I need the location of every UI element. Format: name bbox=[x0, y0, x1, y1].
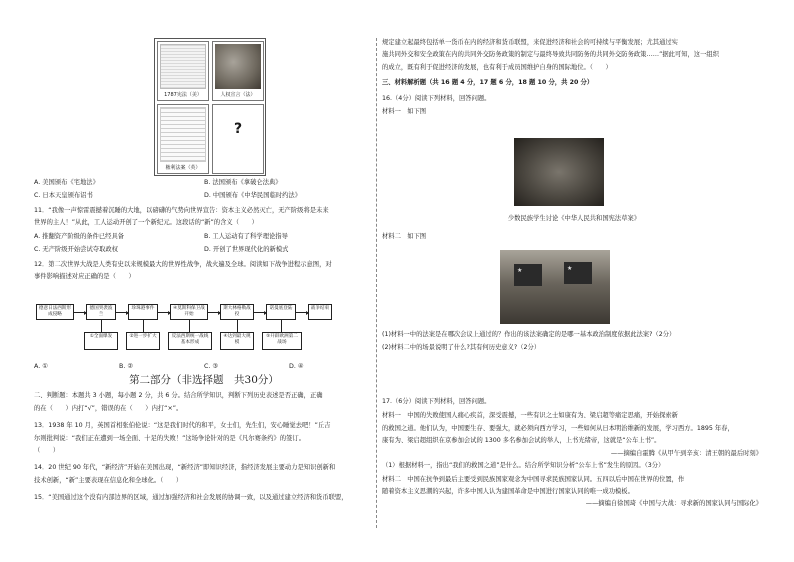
flag-icon: ★ bbox=[564, 262, 592, 284]
right-column bbox=[382, 38, 762, 508]
q15-continued-line: 的成立，既有利于促进经济的发展，也有利于成员国维护自身的国际地位。（ ） bbox=[382, 63, 612, 71]
grid-caption: 1787宪法（美） bbox=[164, 92, 202, 98]
option-d: D. 开创了世界现代化的新模式 bbox=[204, 246, 289, 254]
grid-caption: 権利法案（英） bbox=[165, 165, 201, 171]
instructions-line: 二、判断题：本题共 3 小题，每小题 2 分，共 6 分。结合所学知识，判断下列历史表述是否正确，正确 bbox=[34, 392, 323, 400]
flow-connector bbox=[189, 320, 190, 332]
flow-result: ①全面爆发 bbox=[84, 332, 118, 350]
q11-line: 世界的主人！”从此，工人运动开创了一个新纪元。这段话的“新”的含义（ ） bbox=[34, 219, 258, 227]
flow-connector bbox=[143, 320, 144, 332]
document-image-grid bbox=[154, 38, 266, 176]
students-discussion-photo bbox=[514, 138, 604, 206]
q15-continued-line: 规定建立起最终包括单一货币在内的经济和货币联盟，来促进经济和社会的可持续与平衡发展；尤其通过实 bbox=[382, 39, 678, 46]
q16-heading: 16.（4分）阅读下列材料，回答问题。 bbox=[382, 94, 491, 102]
column-divider bbox=[376, 38, 377, 528]
declaration-image bbox=[215, 44, 261, 89]
flow-result: ④达到最大规模 bbox=[220, 332, 254, 350]
q14-line: 技术创新，“新”主要表现在信息化和全球化。（ ） bbox=[34, 476, 183, 484]
option-b: B. ② bbox=[119, 363, 133, 370]
q17-material-2-line: 随着资本主义思潮的兴起，许多中国人认为建国革命是中国进行国家认同的唯一成功模板。 bbox=[382, 487, 634, 495]
part2-title: 第二部分（非选择题 共30分） bbox=[129, 374, 279, 387]
grid-caption: 人权宣言（法） bbox=[220, 92, 256, 98]
question-mark: ? bbox=[233, 121, 243, 137]
constitution-image bbox=[160, 44, 206, 89]
q15-continued-line: 施共同外交和安全政策在内的共同外交防务政策的制定与最终导致共同防务的共同外交防务政策……”据此可知，这一组织 bbox=[382, 51, 719, 59]
flow-arrow bbox=[254, 312, 266, 313]
q13-line: （ ） bbox=[34, 446, 60, 454]
flow-box: 珍珠港事件 bbox=[128, 304, 158, 320]
grid-cell-bill-of-rights bbox=[157, 104, 209, 174]
flow-arrow bbox=[74, 312, 86, 313]
option-c: C. 无产阶级开始尝试夺取政权 bbox=[34, 246, 118, 254]
flow-box: 诺曼底登陆 bbox=[266, 304, 296, 320]
q17-material-2-line: 材料二 中国在抗争到最后主要受到民族国家观念为中国寻求民族国家认同。五四以后中国在世界的位置，作 bbox=[382, 475, 685, 483]
flow-arrow bbox=[208, 312, 220, 313]
bill-image bbox=[160, 107, 206, 162]
option-c: C. ③ bbox=[204, 363, 219, 370]
material-1-label: 材料一 如下图 bbox=[382, 108, 427, 116]
photo-caption: 少数民族学生讨论《中华人民共和国宪法草案》 bbox=[507, 215, 641, 222]
flow-box: 战争结束 bbox=[308, 304, 332, 320]
section-3-heading: 三、材料解析题（共 16 题 4 分，17 题 6 分，18 题 10 分，共 20 分） bbox=[382, 79, 594, 87]
flow-connector bbox=[101, 320, 102, 332]
q17-heading: 17.（6分）阅读下列材料，回答问题。 bbox=[382, 397, 491, 405]
q15-line: 15．“美国通过这个没有内部边界的区域，通过加强经济和社会发展的协调一致，以及通过建立经济和货币联盟， bbox=[34, 494, 348, 502]
grid-cell-declaration bbox=[212, 41, 264, 101]
flow-result: 反法西斯统一战线基本形成 bbox=[168, 332, 212, 350]
flow-box: 德国突袭波兰 bbox=[86, 304, 116, 320]
flow-result: ⑤开辟欧洲第二战场 bbox=[262, 332, 302, 350]
flow-box: 斯大林格勒战役 bbox=[220, 304, 254, 320]
flow-connector bbox=[237, 320, 238, 332]
instructions-line: 的在（ ）内打“√”，错误的在（ ）内打“×”。 bbox=[34, 404, 183, 412]
q17-material-1-line: 康有为、梁启超组织在京参加会试的 1300 多名参加会试的举人，上书光绪帝，这就是“公车上书”。 bbox=[382, 437, 661, 445]
option-b: B. 法国颁布《拿破仑法典》 bbox=[204, 179, 282, 186]
flags-photo bbox=[500, 250, 610, 324]
q11-line: 11．“我像一声惊雷震撼着沉睡的大地，以磅礴的气势向世界宣告：资本主义必然灭亡，无产阶级将是未来 bbox=[34, 206, 329, 214]
q17-sub1: （1）根据材料一，指出“我们的救国之道”是什么。结合所学知识分析“公车上书”发生的原因。（3分） bbox=[382, 462, 665, 470]
option-c: C. 日本天皇颁布诏书 bbox=[34, 192, 93, 200]
q14-line: 14．20 世纪 90 年代，“新经济”开始在美国出现，“新经济”即知识经济，指经济发展主要动力是知识创新和 bbox=[34, 464, 336, 472]
option-a: A. 推翻资产阶级的条件已经具备 bbox=[34, 232, 125, 240]
flow-box: 德意日法西斯形成侵略 bbox=[36, 304, 74, 320]
source-citation: ——摘编自霍腾《从甲午到辛亥：清王朝的最后时刻》 bbox=[610, 449, 762, 457]
grid-cell-us-constitution bbox=[157, 41, 209, 101]
flow-arrow bbox=[158, 312, 170, 313]
q12-line: 事件影响描述对应正确的是（ ） bbox=[34, 273, 135, 281]
material-2-label: 材料二 如下图 bbox=[382, 233, 427, 240]
q13-line: 尔则批判说：“我们正在遭到一场全面、十足的失败！”这场争论针对的是《凡尔赛条约》的签订。 bbox=[34, 434, 305, 442]
option-d: D. ④ bbox=[289, 363, 304, 370]
war-process-flowchart bbox=[34, 304, 374, 358]
q16-sub1: (1)材料一中的法案是在哪次会议上通过的？作出的该法案确定的是哪一基本政治制度依据此法案?（2分） bbox=[382, 331, 676, 338]
flow-connector bbox=[281, 320, 282, 332]
q16-sub2: (2)材料二中的场景说明了什么?其有何历史意义?（2分） bbox=[382, 344, 541, 352]
q12-line: 12．第二次世界大战是人类有史以来规模最大的世界性战争，战火遍及全球。阅读如下战争进程示意图，对 bbox=[34, 260, 332, 268]
option-b: B. 工人运动有了科学理论指导 bbox=[204, 232, 288, 240]
option-a: A. ① bbox=[34, 363, 48, 370]
flow-result: ②进一步扩大 bbox=[126, 332, 160, 350]
q17-material-1-line: 材料一 中国的失败使国人痛心疾首，深受震撼，一些有识之士如康有为、梁启超等痛定思痛，开始探索新 bbox=[382, 412, 678, 420]
flag-icon: ★ bbox=[514, 264, 542, 286]
flow-box: ④莫斯科保卫战开始 bbox=[170, 304, 208, 320]
source-citation: ——摘编自徐国琦《中国与大战：寻求新的国家认同与国际化》 bbox=[585, 500, 762, 508]
flow-arrow bbox=[116, 312, 128, 313]
flow-arrow bbox=[296, 312, 308, 313]
q13-line: 13．1938 年 10 月，英国首相张伯伦说：“这是我们时代的和平，女士们，先生们，安心睡觉去吧！”丘吉 bbox=[34, 422, 331, 430]
q17-material-1-line: 的救国之道。他们认为，中国要生存、要强大，就必须向西方学习，一些如何从日本明治维新的发展，学习西方。1895 年春， bbox=[382, 424, 734, 432]
option-d: D. 中国颁布《中华民国临时约法》 bbox=[204, 192, 302, 200]
option-a: A. 美国颁布《宅地法》 bbox=[34, 179, 99, 186]
grid-cell-unknown bbox=[212, 104, 264, 174]
